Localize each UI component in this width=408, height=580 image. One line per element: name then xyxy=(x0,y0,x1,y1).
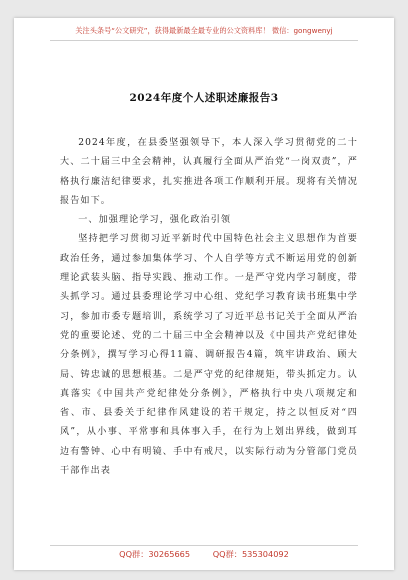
header-banner: 关注头条号“公文研究”，获得最新最全最专业的公文资料库！ 微信：gongwenyj xyxy=(75,26,333,35)
section-heading: 一、加强理论学习，强化政治引领 xyxy=(78,215,232,226)
footer-divider xyxy=(50,545,358,546)
paragraph-intro: 2024年度，在县委坚强领导下，本人深入学习贯彻党的二十大、二十届三中全会精神，认真履行全面从严治党“一岗双责”，严格执行廉洁纪律要求，扎实推进各项工作顺利开展。现将有关情况报告如下。 xyxy=(60,138,358,206)
qq-group-2: QQ群：535304092 xyxy=(212,549,289,559)
qq-group-1: QQ群：30265665 xyxy=(119,549,191,559)
header-divider xyxy=(50,40,358,41)
document-page xyxy=(14,18,394,570)
document-body xyxy=(60,134,358,481)
paragraph-section-1: 坚持把学习贯彻习近平新时代中国特色社会主义思想作为首要政治任务，通过参加集体学习、个人自学等方式不断运用党的创新理论武装头脑、指导实践、推动工作。一是严守党内学习制度，带头抓学习。通过县委理论学习中心组、党纪学习教育读书班集中学习，参加市委专题培训，系统学习了习近平总书记关于全面从严治党的重要论述、党的二十届三中全会精神以及《中国共产党纪律处分条例》，撰写学习心得11篇、调研报告4篇，筑牢讲政治、顾大局、铸忠诚的思想根基。二是严守党的纪律规矩，带头抓定力。认真落实《中国共产党纪律处分条例》，严格执行中央八项规定和省、市、县委关于纪律作风建设的若干规定，持之以恒反对“四风”，从小事、平常事和具体事入手，在行为上划出界线，做到耳边有警钟、心中有明镜、手中有戒尺，以实际行动为分管部门党员干部作出表 xyxy=(60,234,358,477)
footer-contact xyxy=(14,549,394,560)
document-title: 2024年度个人述职述廉报告3 xyxy=(129,92,279,104)
